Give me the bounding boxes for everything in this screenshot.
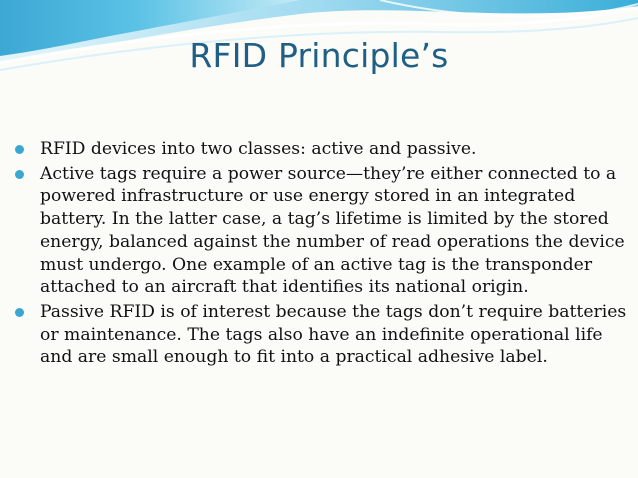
bullet-item <box>14 163 630 299</box>
bullet-text: RFID devices into two classes: active and passive. <box>40 139 477 159</box>
bullet-dot-icon <box>15 308 24 317</box>
bullet-text: Passive RFID is of interest because the tags don’t require batteries or maintenance. The tags also have an indefinite operational life and are small enough to fit into a practical adhesive label. <box>40 301 627 368</box>
bullet-text: Active tags require a power source—they’re either connected to a powered infrastructure or use energy stored in an integrated battery. In the latter case, a tag’s lifetime is limited by the stored energy, balanced against the number of read operations the device must undergo. One example of an active tag is the transponder attached to an aircraft that identifies its national origin. <box>40 163 625 298</box>
bullet-item <box>14 138 630 161</box>
bullet-item <box>14 301 630 369</box>
bullet-list <box>14 138 630 371</box>
slide-title: RFID Principle’s <box>189 36 449 75</box>
bullet-dot-icon <box>15 170 24 179</box>
bullet-dot-icon <box>15 145 24 154</box>
